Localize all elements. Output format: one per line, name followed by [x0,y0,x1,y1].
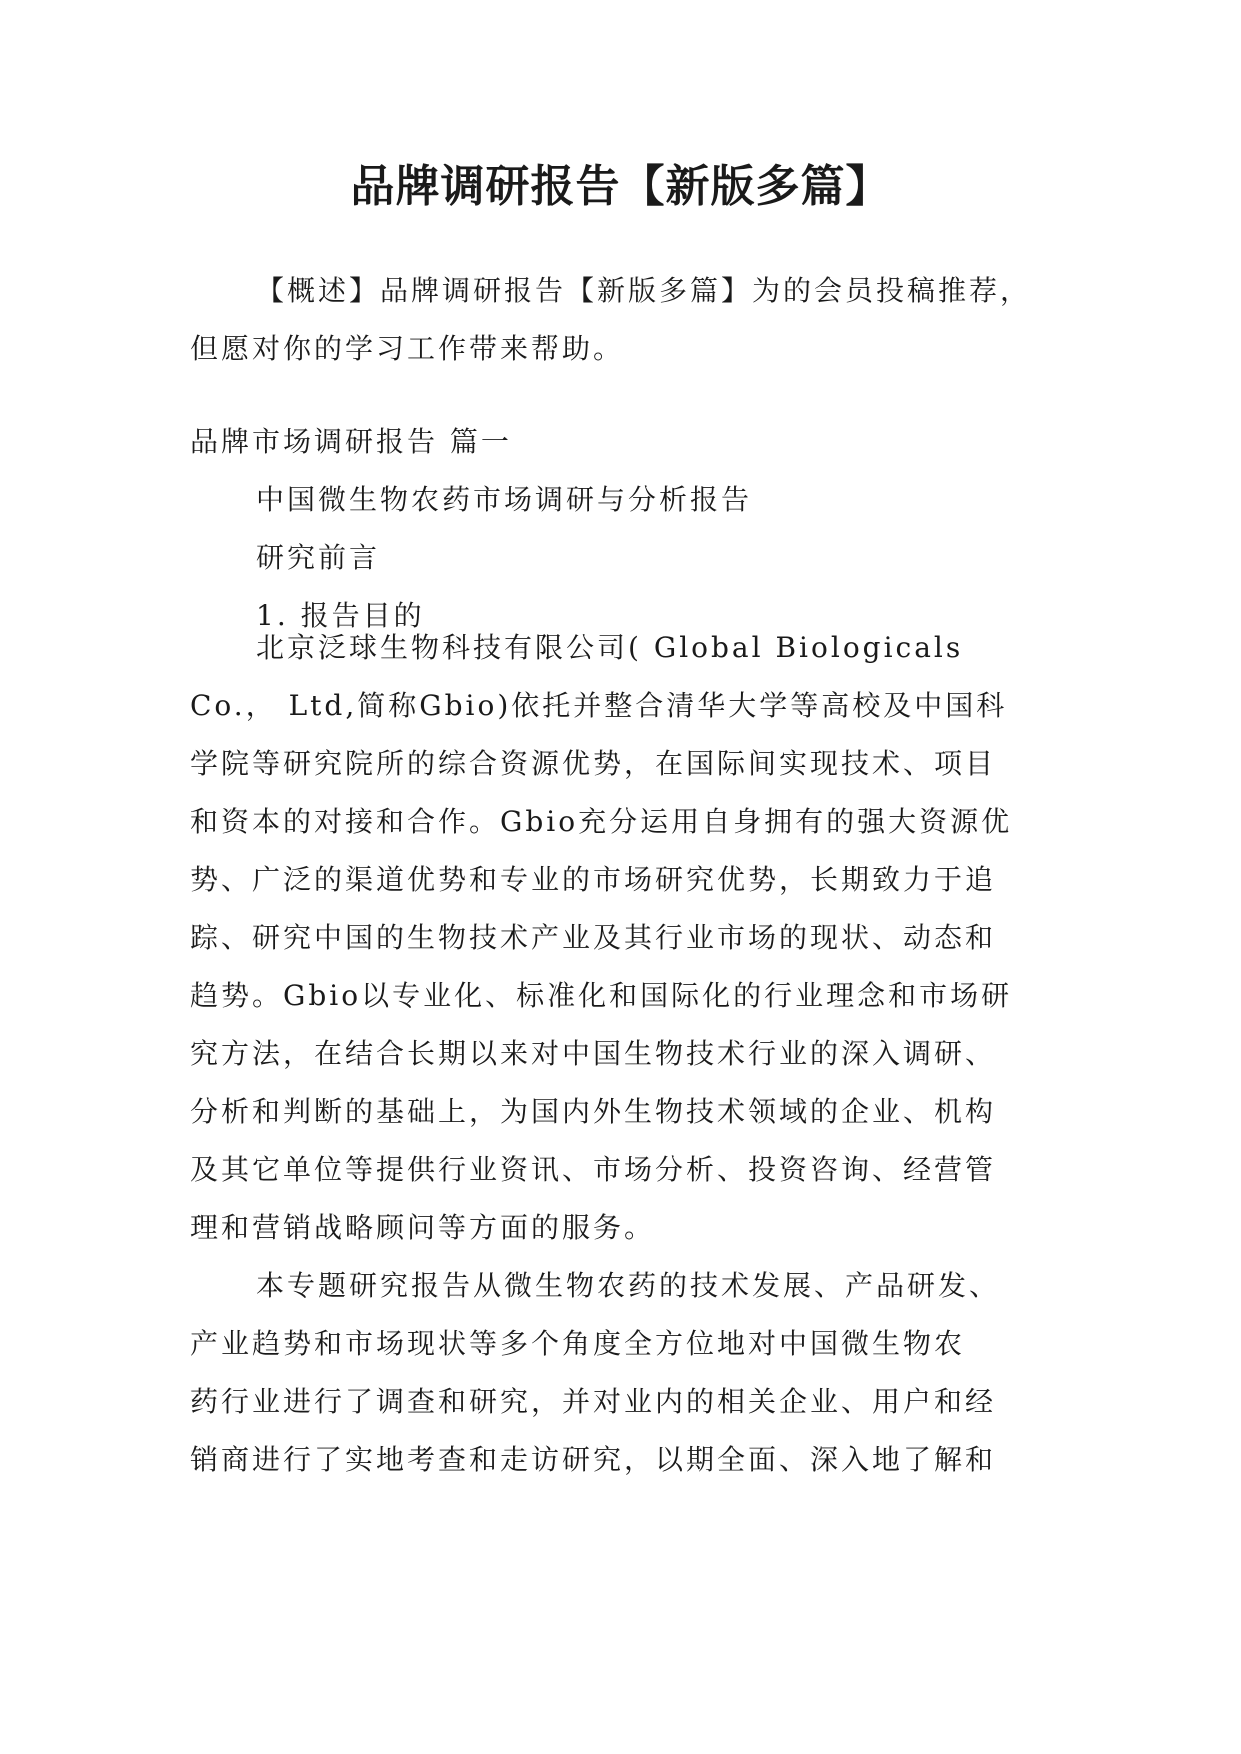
summary-block [190,262,1050,378]
section-block [190,413,1050,645]
summary-line: 【概述】品牌调研报告【新版多篇】为的会员投稿推荐， [256,274,1032,307]
paragraph-line: 势、广泛的渠道优势和专业的市场研究优势，长期致力于追 [190,863,997,896]
paragraph-1 [190,619,1050,1257]
paragraph-line: 及其它单位等提供行业资讯、市场分析、投资咨询、经营管 [190,1153,997,1186]
paragraph-line: 踪、研究中国的生物技术产业及其行业市场的现状、动态和 [190,921,997,954]
paragraph-2 [190,1257,1050,1489]
paragraph-line: 北京泛球生物科技有限公司( Global Biologicals [256,631,964,664]
paragraph-line: 分析和判断的基础上，为国内外生物技术领域的企业、机构 [190,1095,997,1128]
summary-line: 但愿对你的学习工作带来帮助。 [190,332,625,365]
purpose-heading: 1. 报告目的 [256,599,425,632]
paragraph-line: 销商进行了实地考查和走访研究，以期全面、深入地了解和 [190,1443,997,1476]
paragraph-line: 和资本的对接和合作。Gbio充分运用自身拥有的强大资源优 [190,805,1013,838]
paragraph-line: 理和营销战略顾问等方面的服务。 [190,1211,656,1244]
report-title: 中国微生物农药市场调研与分析报告 [256,483,753,516]
paragraph-line: 趋势。Gbio以专业化、标准化和国际化的行业理念和市场研 [190,979,1013,1012]
document-title: 品牌调研报告【新版多篇】 [350,161,891,212]
paragraph-line: 学院等研究院所的综合资源优势，在国际间实现技术、项目 [190,747,997,780]
paragraph-line: 产业趋势和市场现状等多个角度全方位地对中国微生物农 [190,1327,966,1360]
paragraph-line: 药行业进行了调查和研究，并对业内的相关企业、用户和经 [190,1385,997,1418]
section-heading: 品牌市场调研报告 篇一 [190,425,512,458]
paragraph-line: 本专题研究报告从微生物农药的技术发展、产品研发、 [256,1269,1001,1302]
paragraph-line: 究方法，在结合长期以来对中国生物技术行业的深入调研、 [190,1037,997,1070]
paragraph-line: Co.， Ltd,简称Gbio)依托并整合清华大学等高校及中国科 [190,689,1008,722]
preface-heading: 研究前言 [256,541,381,574]
